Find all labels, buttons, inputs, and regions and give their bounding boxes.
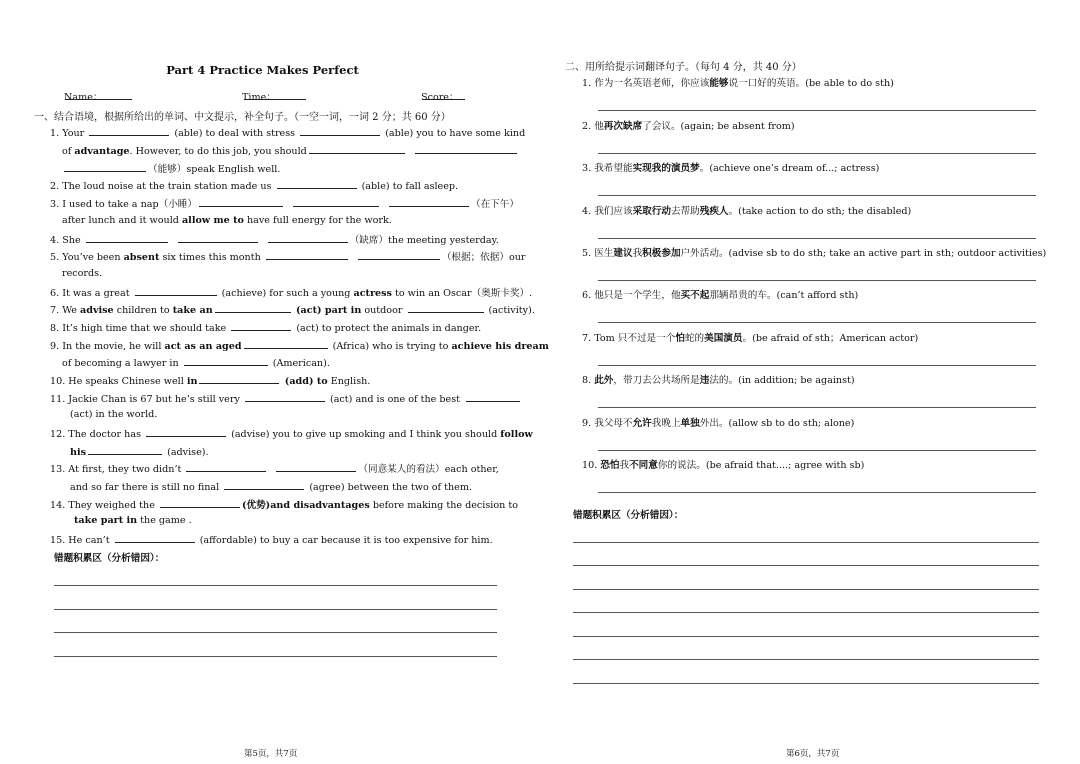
answer-blank[interactable] [293,196,379,207]
answer-blank[interactable] [64,161,146,172]
note-line[interactable] [54,585,497,586]
question-3-line-2: after lunch and it would allow me to have full energy for the work. [62,215,392,226]
answer-blank[interactable] [245,391,325,402]
answer-blank[interactable] [224,479,304,490]
answer-blank[interactable] [178,232,258,243]
section-2-heading: 二、用所给提示词翻译句子。（每句 4 分，共 40 分） [565,62,802,73]
section-1-heading: 一、结合语境，根据所给出的单词、中文提示，补全句子。（一空一词，一词 2 分；共 60 分） [34,112,451,123]
note-line[interactable] [573,542,1039,543]
question-7: 7. We advise children to take an (act) part in outdoor (activity). [50,302,535,318]
translation-6: 6. 他只是一个学生，他买不起那辆昂贵的车。(can’t afford sth) [582,290,859,301]
answer-blank[interactable] [309,143,405,154]
question-1-line-2: of advantage. However, to do this job, you should [62,143,519,159]
answer-blank[interactable] [184,355,268,366]
student-info [62,89,502,103]
answer-blank[interactable] [231,320,291,331]
question-4: 4. She （缺席）the meeting yesterday. [50,232,499,248]
question-10: 10. He speaks Chinese well in (add) to English. [50,373,370,389]
question-3-line-1: 3. I used to take a nap（小睡） （在下午） [50,196,519,212]
answer-line[interactable] [598,280,1036,281]
translation-10: 10. 恐怕我不同意你的说法。(be afraid that....; agree with sb) [582,460,865,471]
note-line[interactable] [573,612,1039,613]
answer-blank[interactable] [89,125,169,136]
translation-2: 2. 他再次缺席了会议。(again; be absent from) [582,121,795,132]
answer-blank[interactable] [358,249,440,260]
answer-blank[interactable] [199,196,283,207]
translation-1: 1. 作为一名英语老师，你应该能够说一口好的英语。(be able to do sth) [582,78,894,89]
question-1-line-1: 1. Your (able) to deal with stress (able) you to have some kind [50,125,525,141]
question-2: 2. The loud noise at the train station made us (able) to fall asleep. [50,178,458,194]
answer-blank[interactable] [408,302,484,313]
translation-4: 4. 我们应该采取行动去帮助残疾人。(take action to do sth; the disabled) [582,206,912,217]
question-9-line-1: 9. In the movie, he will act as an aged (Africa) who is trying to achieve his dream [50,338,549,354]
answer-blank[interactable] [86,232,168,243]
question-11-line-1: 11. Jackie Chan is 67 but he’s still very (act) and is one of the best [50,391,522,407]
question-14-line-1: 14. They weighed the (优势)and disadvantages before making the decision to [50,497,518,513]
answer-blank[interactable] [146,426,226,437]
question-14-line-2: take part in the game . [74,515,192,526]
question-1-line-3: （能够）speak English well. [62,161,280,177]
answer-blank[interactable] [135,285,217,296]
answer-line[interactable] [598,238,1036,239]
answer-blank[interactable] [276,461,356,472]
answer-blank[interactable] [300,125,380,136]
answer-blank[interactable] [244,338,328,349]
question-5-line-2: records. [62,268,103,279]
page-title: Part 4 Practice Makes Perfect [166,63,359,77]
translation-3: 3. 我希望能实现我的演员梦。(achieve one’s dream of...; actress) [582,163,880,174]
answer-blank[interactable] [186,461,266,472]
error-notes-label: 错题积累区（分析错因）： [54,553,165,564]
answer-line[interactable] [598,450,1036,451]
time-label: Time： [242,92,276,103]
answer-line[interactable] [598,322,1036,323]
score-field[interactable] [423,89,465,100]
question-12-line-1: 12. The doctor has (advise) you to give up smoking and I think you should follow [50,426,533,442]
note-line[interactable] [54,609,497,610]
question-15: 15. He can’t (affordable) to buy a car because it is too expensive for him. [50,532,493,548]
answer-line[interactable] [598,153,1036,154]
note-line[interactable] [573,659,1039,660]
question-13-line-1: 13. At first, they two didn’t （同意某人的看法）each other, [50,461,499,477]
answer-blank[interactable] [115,532,195,543]
answer-blank[interactable] [277,178,357,189]
question-12-line-2: his (advise). [70,444,209,460]
answer-blank[interactable] [160,497,240,508]
answer-line[interactable] [598,492,1036,493]
note-line[interactable] [54,656,497,657]
answer-line[interactable] [598,365,1036,366]
answer-blank[interactable] [199,373,279,384]
error-notes-label: 错题积累区（分析错因）： [573,510,684,521]
question-13-line-2: and so far there is still no final (agree) between the two of them. [70,479,472,495]
time-field[interactable] [244,89,306,100]
page-footer: 第6页，共7页 [786,749,840,759]
translation-7: 7. Tom 只不过是一个怕蛇的美国演员。(be afraid of sth；American actor) [582,333,919,344]
question-8: 8. It’s high time that we should take (act) to protect the animals in danger. [50,320,481,336]
note-line[interactable] [573,589,1039,590]
question-11-line-2: (act) in the world. [70,409,158,420]
page-footer: 第5页，共7页 [244,749,298,759]
name-label: Name： [64,92,103,103]
note-line[interactable] [573,683,1039,684]
translation-8: 8. 此外，带刀去公共场所是违法的。(in addition; be against) [582,375,855,386]
answer-blank[interactable] [88,444,162,455]
translation-9: 9. 我父母不允许我晚上单独外出。(allow sb to do sth; alone) [582,418,855,429]
answer-blank[interactable] [266,249,348,260]
note-line[interactable] [573,636,1039,637]
question-9-line-2: of becoming a lawyer in (American). [62,355,330,371]
answer-blank[interactable] [215,302,291,313]
answer-blank[interactable] [415,143,517,154]
translation-5: 5. 医生建议我积极参加户外活动。(advise sb to do sth; take an active part in sth; outdoor activities) [582,248,1047,259]
right-page [540,0,1080,764]
question-5-line-1: 5. You’ve been absent six times this month （根据；依据）our [50,249,526,265]
answer-blank[interactable] [268,232,348,243]
note-line[interactable] [573,565,1039,566]
name-field[interactable] [66,89,132,100]
answer-line[interactable] [598,195,1036,196]
question-6: 6. It was a great (achieve) for such a young actress to win an Oscar（奥斯卡奖）. [50,285,532,301]
answer-blank[interactable] [466,391,520,402]
answer-line[interactable] [598,110,1036,111]
note-line[interactable] [54,632,497,633]
score-label: Score： [421,92,459,103]
answer-blank[interactable] [389,196,469,207]
answer-line[interactable] [598,407,1036,408]
